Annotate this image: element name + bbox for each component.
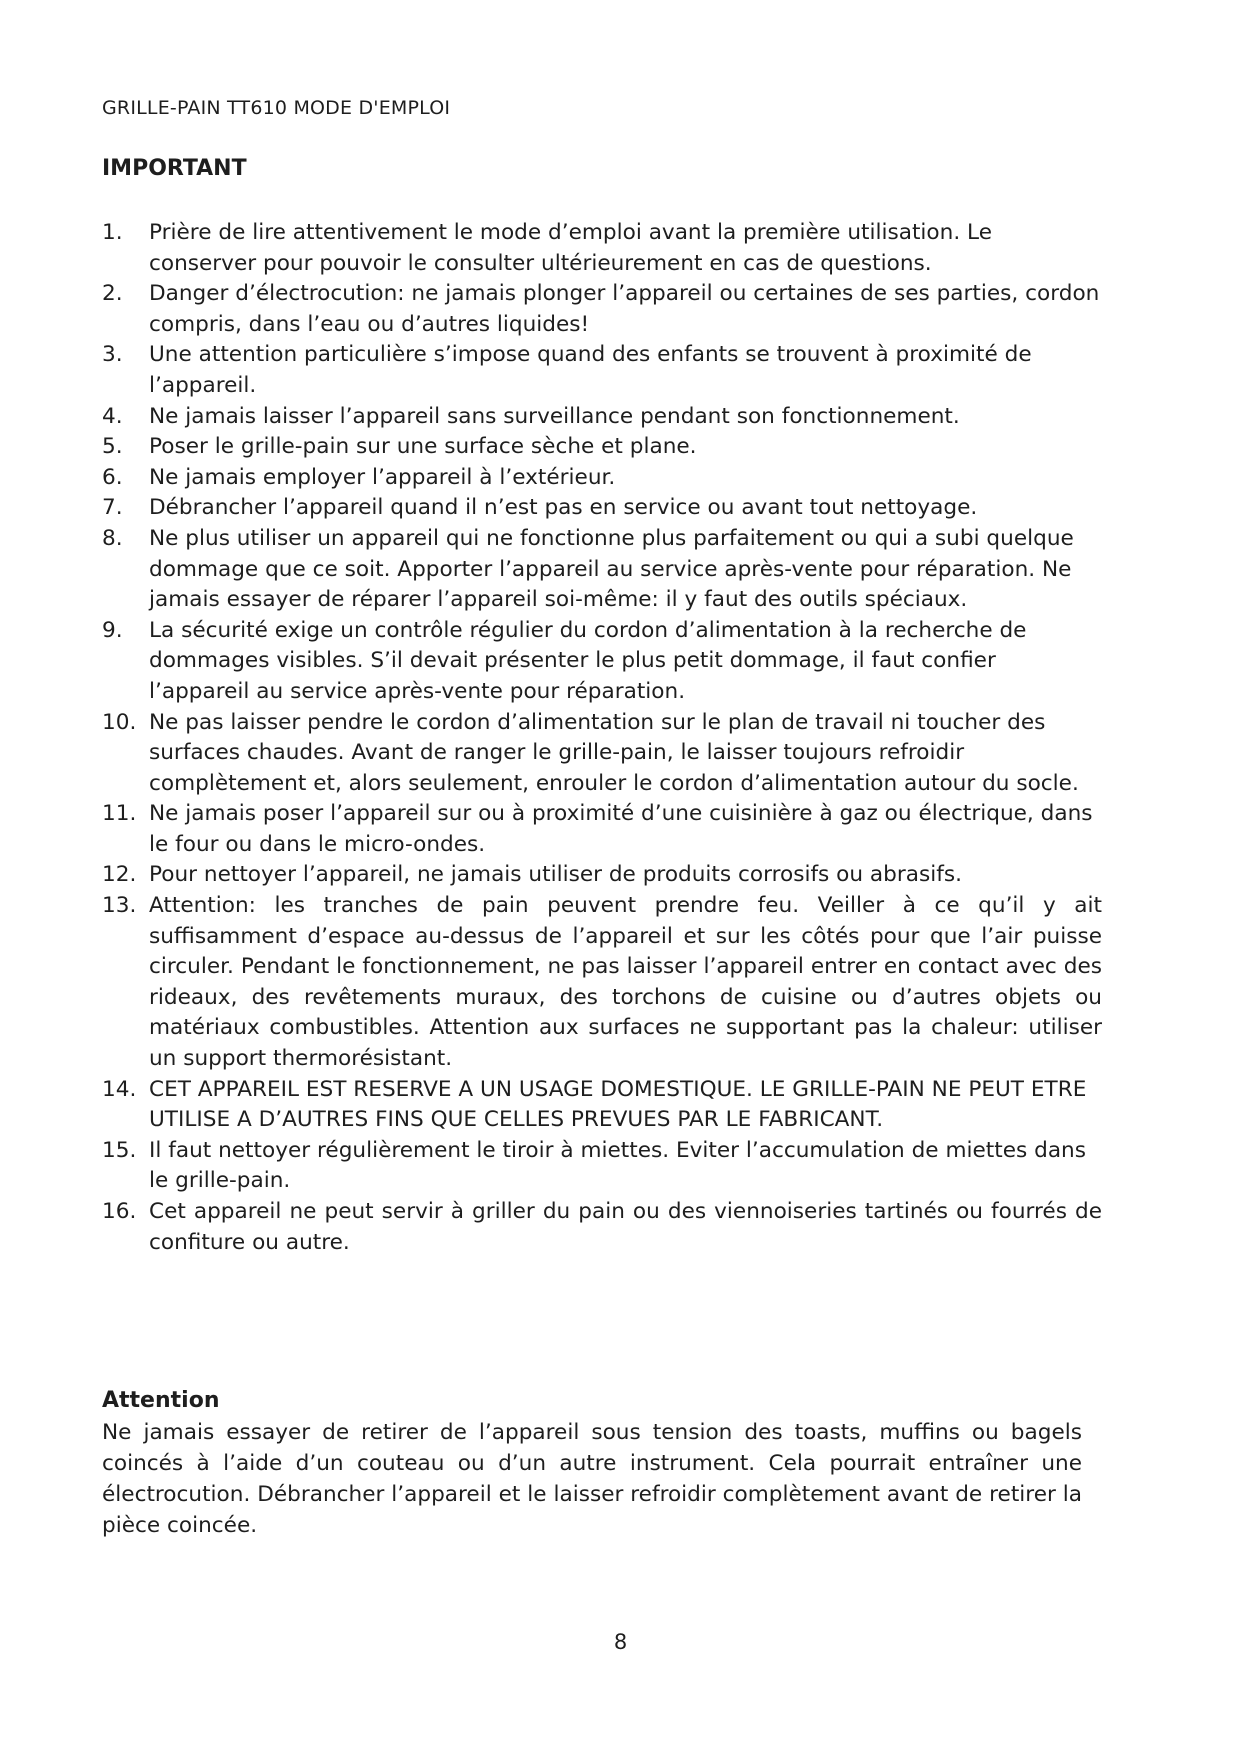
list-item [102, 340, 1102, 401]
item-text: Attention: les tranches de pain peuvent prendre feu. Veiller à ce qu’il y ait suffisamment d’espace au-dessus de l’appareil et sur les côtés pour que l’air puisse circuler. Pendant le fonctionnement, ne pas laisser l’appareil entrer en contact avec des rideaux, des revêtements muraux, des torchons de cuisine ou d’autres objets ou matériaux combustibles. Attention aux surfaces ne supportant pas la chaleur: utiliser un support thermorésistant. [149, 893, 1102, 1072]
item-number: 5. [102, 434, 123, 460]
item-number: 1. [102, 220, 123, 245]
item-text: Ne jamais employer l’appareil à l’extérieur. [149, 464, 616, 490]
item-number: 13. [102, 893, 137, 919]
page-number: 8 [613, 1630, 628, 1654]
list-item [102, 524, 1102, 616]
item-text: La sécurité exige un contrôle régulier du cordon d’alimentation à la recherche de dommages visibles. S’il devait présenter le plus petit dommage, il faut confier l’appareil au service après-vente pour réparation. [149, 617, 1027, 704]
attention-paragraph: Ne jamais essayer de retirer de l’appareil sous tension des toasts, muffins ou bagels coincés à l’aide d’un couteau ou d’un autre instrument. Cela pourrait entraîner une électrocution. Débrancher l’appareil et le laisser refroidir complètement avant de retirer la pièce coincée. [102, 1419, 1082, 1538]
item-text: Une attention particulière s’impose quand des enfants se trouvent à proximité de l’appareil. [149, 342, 1032, 398]
list-item [102, 402, 1102, 433]
item-text: Ne jamais laisser l’appareil sans surveillance pendant son fonctionnement. [149, 403, 960, 429]
item-text: CET APPAREIL EST RESERVE A UN USAGE DOMESTIQUE. LE GRILLE-PAIN NE PEUT ETRE UTILISE A D’AUTRES FINS QUE CELLES PREVUES PAR LE FABRICANT. [149, 1076, 1087, 1133]
list-item [102, 860, 1102, 891]
important-heading: IMPORTANT [102, 156, 247, 181]
item-number: 15. [102, 1137, 137, 1163]
item-text: Pour nettoyer l’appareil, ne jamais utiliser de produits corrosifs ou abrasifs. [149, 862, 962, 888]
item-number: 14. [102, 1076, 137, 1102]
list-item [102, 432, 1102, 463]
list-item [102, 708, 1102, 800]
attention-section [102, 1386, 1082, 1541]
list-item [102, 1197, 1102, 1258]
list-item [102, 279, 1102, 340]
item-text: Danger d’électrocution: ne jamais plonger l’appareil ou certaines de ses parties, cordon compris, dans l’eau ou d’autres liquides! [149, 281, 1100, 337]
item-text: Ne pas laisser pendre le cordon d’alimentation sur le plan de travail ni toucher des surfaces chaudes. Avant de ranger le grille-pain, le laisser toujours refroidir complètement et, alors seulement, enrouler le cordon d’alimentation autour du socle. [149, 709, 1079, 796]
item-text: Il faut nettoyer régulièrement le tiroir à miettes. Eviter l’accumulation de miettes dans le grille-pain. [149, 1137, 1086, 1194]
item-text: Débrancher l’appareil quand il n’est pas en service ou avant tout nettoyage. [149, 495, 978, 521]
item-number: 16. [102, 1199, 137, 1224]
item-text: Poser le grille-pain sur une surface sèche et plane. [149, 434, 697, 460]
item-text: Cet appareil ne peut servir à griller du pain ou des viennoiseries tartinés ou fourrés de confiture ou autre. [149, 1199, 1102, 1255]
item-text: Prière de lire attentivement le mode d’emploi avant la première utilisation. Le conserver pour pouvoir le consulter ultérieurement en cas de questions. [149, 220, 992, 276]
list-item [102, 1136, 1102, 1197]
item-number: 8. [102, 525, 123, 551]
item-number: 3. [102, 342, 123, 368]
item-number: 6. [102, 464, 123, 490]
item-text: Ne plus utiliser un appareil qui ne fonctionne plus parfaitement ou qui a subi quelque dommage que ce soit. Apporter l’appareil au service après-vente pour réparation. Ne jamais essayer de réparer l’appareil soi-même: il y faut des outils spéciaux. [149, 525, 1074, 613]
item-number: 10. [102, 709, 137, 735]
list-item [102, 463, 1102, 494]
item-number: 9. [102, 617, 123, 643]
item-text: Ne jamais poser l’appareil sur ou à proximité d’une cuisinière à gaz ou électrique, dans le four ou dans le micro-ondes. [149, 801, 1093, 857]
list-item [102, 493, 1102, 524]
list-item [102, 616, 1102, 708]
item-number: 2. [102, 281, 123, 307]
item-number: 4. [102, 403, 123, 429]
list-item [102, 891, 1102, 1075]
document-header: GRILLE-PAIN TT610 MODE D'EMPLOI [102, 97, 451, 119]
list-item [102, 1075, 1102, 1136]
item-number: 12. [102, 862, 137, 888]
attention-heading: Attention [102, 1388, 220, 1413]
list-item [102, 799, 1102, 860]
safety-instructions-list [102, 218, 1102, 1258]
item-number: 7. [102, 495, 123, 521]
list-item [102, 218, 1102, 279]
item-number: 11. [102, 801, 137, 827]
